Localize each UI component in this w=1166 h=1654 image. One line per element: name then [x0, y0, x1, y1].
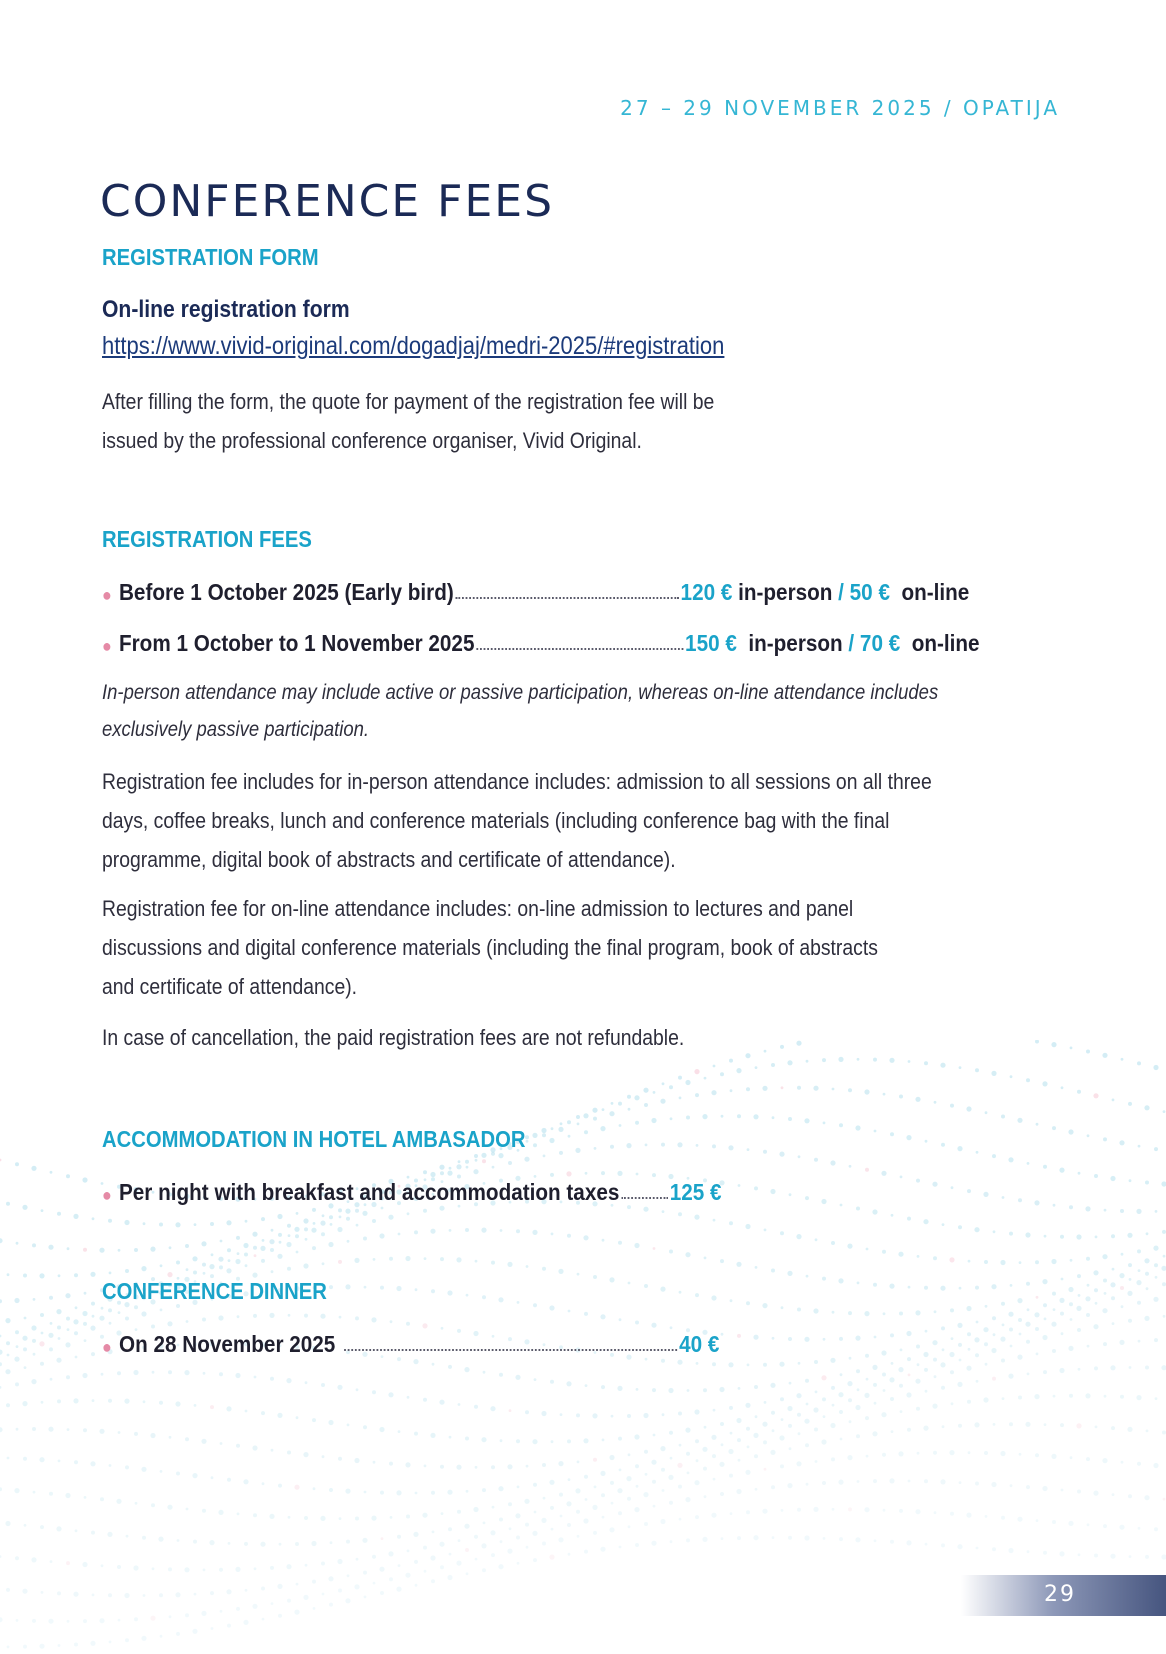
paragraph-line: issued by the professional conference organiser, Vivid Original. [102, 428, 642, 453]
price-in-person: 150 € [685, 630, 737, 656]
in-person-label: in-person [738, 579, 833, 605]
fee-line-dinner [102, 1324, 719, 1358]
note-line: In-person attendance may include active or passive participation, whereas on-line attendance includes [102, 681, 939, 704]
paragraph-line: and certificate of attendance). [102, 974, 358, 999]
price: 40 € [679, 1331, 720, 1357]
fee-label: From 1 October to 1 November 2025 [118, 630, 475, 656]
note-line: exclusively passive participation. [102, 718, 370, 741]
in-person-includes-paragraph [102, 762, 932, 879]
fee-label: On 28 November 2025 [118, 1331, 336, 1357]
registration-form-paragraph [102, 382, 714, 460]
fee-label: Per night with breakfast and accommodation taxes [118, 1179, 620, 1205]
fee-line-accommodation [102, 1172, 722, 1206]
dot-leader [456, 596, 679, 599]
dot-leader [344, 1348, 677, 1351]
price-in-person: 120 € [680, 579, 733, 605]
registration-link[interactable]: https://www.vivid-original.com/dogadjaj/medri-2025/#registration [102, 332, 725, 360]
bullet-icon: ● [102, 585, 112, 605]
header-date-location: 27 – 29 NOVEMBER 2025 / OPATIJA [620, 96, 1060, 120]
paragraph-line: After filling the form, the quote for payment of the registration fee will be [102, 389, 715, 414]
paragraph-line: programme, digital book of abstracts and certificate of attendance). [102, 847, 676, 872]
dot-leader [476, 647, 683, 650]
online-label: on-line [911, 630, 980, 656]
registration-form-heading: REGISTRATION FORM [102, 244, 319, 270]
page-title: CONFERENCE FEES [100, 176, 555, 227]
bullet-icon: ● [102, 636, 112, 656]
in-person-label: in-person [748, 630, 843, 656]
price: 125 € [669, 1179, 722, 1205]
price-online: 70 € [859, 630, 901, 656]
online-registration-subheading: On-line registration form [102, 296, 350, 323]
paragraph-line: discussions and digital conference materials (including the final program, book of abstracts [102, 935, 878, 960]
paragraph-line: days, coffee breaks, lunch and conference materials (including conference bag with the final [102, 808, 890, 833]
dot-leader [621, 1196, 668, 1199]
attendance-note [102, 674, 938, 748]
paragraph-line: Registration fee includes for in-person attendance includes: admission to all sessions on all three [102, 769, 932, 794]
cancellation-paragraph: In case of cancellation, the paid registration fees are not refundable. [102, 1025, 685, 1050]
bullet-icon: ● [102, 1185, 112, 1205]
registration-fees-heading: REGISTRATION FEES [102, 526, 312, 552]
paragraph-line: Registration fee for on-line attendance includes: on-line admission to lectures and panel [102, 896, 854, 921]
price-online: 50 € [849, 579, 890, 605]
fee-line-early-bird [102, 572, 969, 606]
online-label: on-line [901, 579, 970, 605]
conference-dinner-heading: CONFERENCE DINNER [102, 1278, 327, 1304]
price-separator: / [838, 579, 844, 605]
page-number: 29 [1044, 1582, 1076, 1607]
price-separator: / [848, 630, 855, 656]
bullet-icon: ● [102, 1337, 112, 1357]
fee-line-regular [102, 623, 980, 657]
accommodation-heading: ACCOMMODATION IN HOTEL AMBASADOR [102, 1126, 526, 1152]
fee-label: Before 1 October 2025 (Early bird) [118, 579, 454, 605]
online-includes-paragraph [102, 889, 878, 1006]
